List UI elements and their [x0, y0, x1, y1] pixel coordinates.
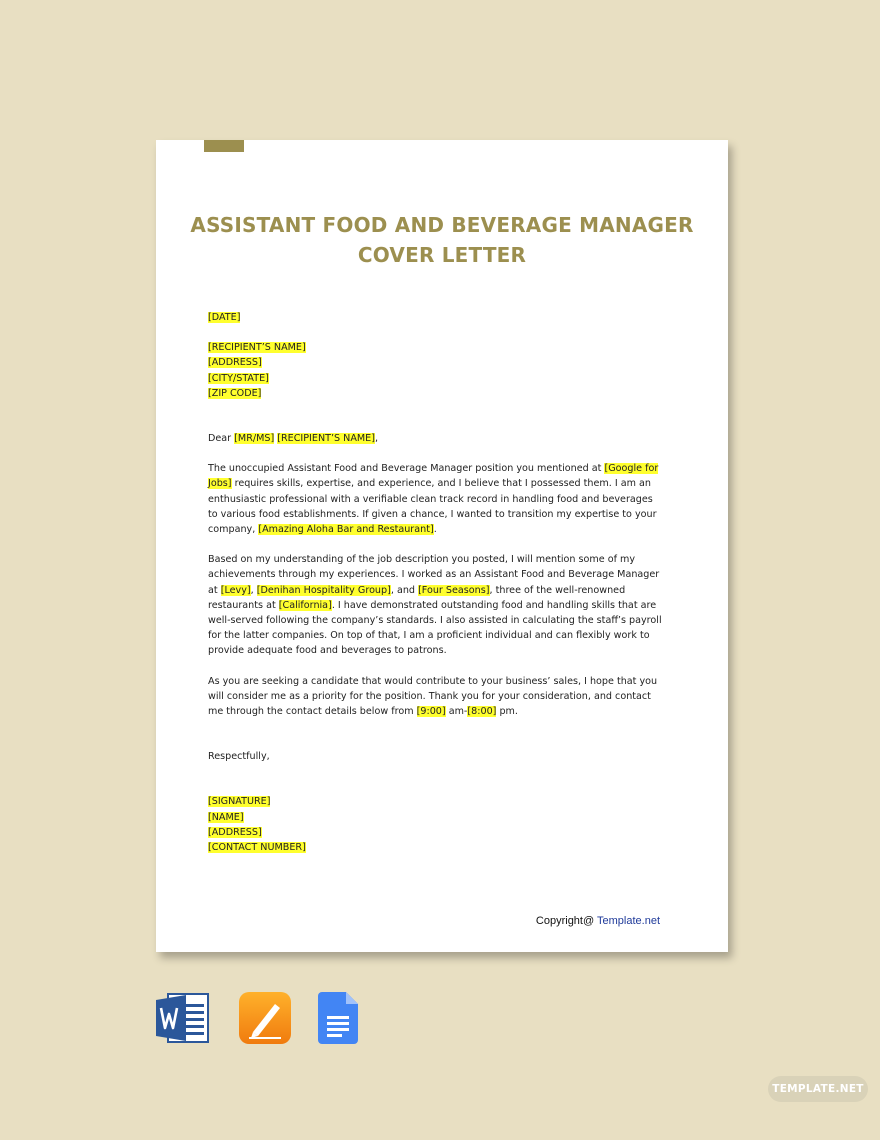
- title-line-1: ASSISTANT FOOD AND BEVERAGE MANAGER: [190, 213, 694, 237]
- sender-block: [208, 794, 663, 855]
- salutation: Dear [MR/MS] [RECIPIENT’S NAME],: [208, 433, 379, 445]
- sender-address: [ADDRESS]: [208, 826, 262, 838]
- employer-1: [Levy]: [220, 584, 251, 596]
- recipient-zip: [ZIP CODE]: [208, 387, 262, 399]
- employer-3: [Four Seasons]: [418, 584, 490, 596]
- paragraph-2: Based on my understanding of the job description you posted, I will mention some of my achievements through my experiences. I worked as an Assistant Food and Beverage Manager at [Levy], [Denihan Hospitality Group], and [Four Seasons], three of the well-renowned restaurants at [California]. I have demonstrated outstanding food and handling skills that are well-served following the company’s standards. I also assisted in calculating the staff’s payroll for the latter companies. On top of that, I am a proficient individual and can flexibly work to provide adequate food and beverages to patrons.: [208, 554, 662, 657]
- title-line-2: COVER LETTER: [357, 243, 527, 267]
- paragraph-3: As you are seeking a candidate that would contribute to your business’ sales, I hope that you will consider me as a priority for the position. Thank you for your consideration, and contact me through the contact details below from [9:00] am-[8:00] pm.: [208, 675, 658, 718]
- salutation-name: [RECIPIENT’S NAME]: [277, 433, 375, 445]
- date-placeholder: [DATE]: [208, 312, 241, 323]
- copyright: Copyright@ Template.net: [535, 915, 660, 927]
- target-company: [Amazing Aloha Bar and Restaurant]: [258, 524, 434, 536]
- accent-tab: [204, 140, 244, 152]
- sender-name: [NAME]: [208, 811, 244, 823]
- salutation-title: [MR/MS]: [234, 433, 275, 445]
- recipient-block: [208, 340, 663, 401]
- employer-2: [Denihan Hospitality Group]: [256, 584, 391, 596]
- closing: Respectfully,: [208, 751, 270, 763]
- employer-location: [California]: [278, 599, 332, 611]
- letter-body: [208, 310, 663, 855]
- template-net-badge[interactable]: TEMPLATE.NET: [768, 1076, 868, 1102]
- paragraph-1: The unoccupied Assistant Food and Beverage Manager position you mentioned at [Google for Jobs] requires skills, expertise, and experience, and I believe that I possessed them. I am an enthusiastic professional with a verifiable clean track record in handling food and beverages to various food establishments. If given a chance, I wanted to transition my expertise to your company, [Amazing Aloha Bar and Restaurant].: [208, 463, 659, 536]
- sender-signature: [SIGNATURE]: [208, 796, 271, 808]
- end-time: [8:00]: [467, 706, 497, 718]
- company-source: [Google for Jobs]: [208, 463, 659, 490]
- document-page: [156, 140, 728, 952]
- copyright-link[interactable]: Template.net: [597, 915, 660, 927]
- document-title: [156, 210, 728, 270]
- word-icon[interactable]: [156, 992, 210, 1044]
- recipient-address: [ADDRESS]: [208, 357, 262, 369]
- sender-contact: [CONTACT NUMBER]: [208, 842, 306, 854]
- pages-icon[interactable]: [239, 992, 291, 1044]
- start-time: [9:00]: [416, 706, 446, 718]
- google-docs-icon[interactable]: [318, 992, 358, 1044]
- recipient-name: [RECIPIENT’S NAME]: [208, 342, 306, 354]
- recipient-city-state: [CITY/STATE]: [208, 372, 269, 384]
